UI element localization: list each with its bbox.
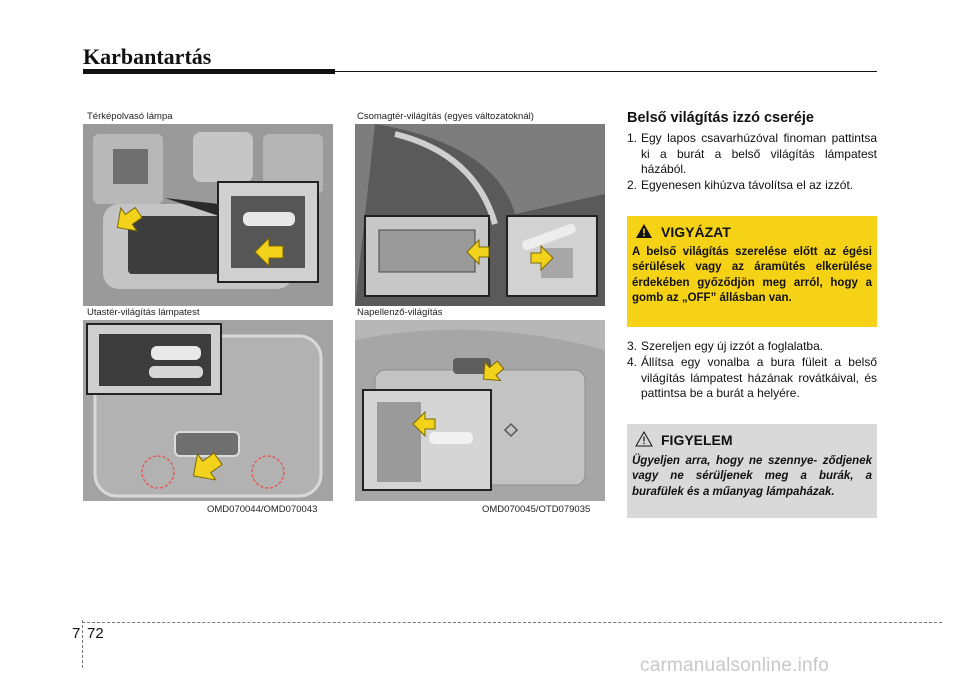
step-text: Egy lapos csavarhúzóval finoman pattintsa ki a burát a belső világítás lámpatest házából. — [641, 131, 877, 176]
step-text: Állítsa egy vonalba a bura füleit a belső világítás lámpatest házának rovátkáival, és pattintsa be a burát a helyére. — [641, 355, 877, 400]
warning-triangle-icon — [635, 223, 653, 239]
step-text: Szereljen egy új izzót a foglalatba. — [641, 339, 824, 353]
page-header-title: Karbantartás — [83, 44, 212, 69]
note-text: Ügyeljen arra, hogy ne szennye- ződjenek vagy ne sérüljenek meg a burák, a burafülek és a műanyag lámpaházak. — [632, 455, 872, 498]
header-bar — [83, 69, 335, 74]
footer-rule — [82, 622, 942, 623]
page-number: 72 — [87, 625, 104, 642]
room-lamp-photo — [83, 320, 333, 501]
chapter-number: 7 — [72, 625, 81, 642]
map-lamp-illustration — [83, 124, 333, 306]
map-lamp-label: Térképolvasó lámpa — [87, 111, 173, 122]
step-number: 2. — [627, 178, 638, 192]
warning-box — [627, 216, 877, 327]
note-title: FIGYELEM — [661, 432, 733, 448]
trunk-lamp-illustration — [355, 124, 605, 306]
step-number: 1. — [627, 131, 638, 145]
step-item — [627, 355, 877, 402]
room-lamp-figure-code: OMD070044/OMD070043 — [207, 504, 318, 515]
warning-title: VIGYÁZAT — [661, 224, 731, 240]
step-item — [627, 131, 877, 178]
step-item — [627, 339, 877, 355]
note-box — [627, 424, 877, 518]
room-lamp-illustration — [83, 320, 333, 501]
trunk-lamp-photo — [355, 124, 605, 306]
step-text: Egyenesen kihúzva távolítsa el az izzót. — [641, 178, 854, 192]
warning-text: A belső világítás szerelése előtt az égési sérülések vagy az áramütés elkerülése érdekében győződjön meg arról, hogy a gomb az „OFF” állásban van. — [632, 246, 872, 305]
room-lamp-label: Utastér-világítás lámpatest — [87, 307, 200, 318]
visor-lamp-label: Napellenző-világítás — [357, 307, 443, 318]
step-number: 4. — [627, 355, 638, 369]
caution-triangle-icon — [635, 431, 653, 447]
visor-lamp-figure-code: OMD070045/OTD079035 — [482, 504, 591, 515]
trunk-lamp-label: Csomagtér-világítás (egyes változatoknál) — [357, 111, 534, 122]
map-lamp-photo — [83, 124, 333, 306]
visor-lamp-illustration — [355, 320, 605, 501]
step-item — [627, 178, 877, 194]
watermark: carmanualsonline.info — [640, 655, 830, 676]
footer-divider — [82, 620, 83, 668]
header-rule — [335, 71, 877, 72]
step-number: 3. — [627, 339, 638, 353]
section-title: Belső világítás izzó cseréje — [627, 110, 814, 126]
visor-lamp-photo — [355, 320, 605, 501]
